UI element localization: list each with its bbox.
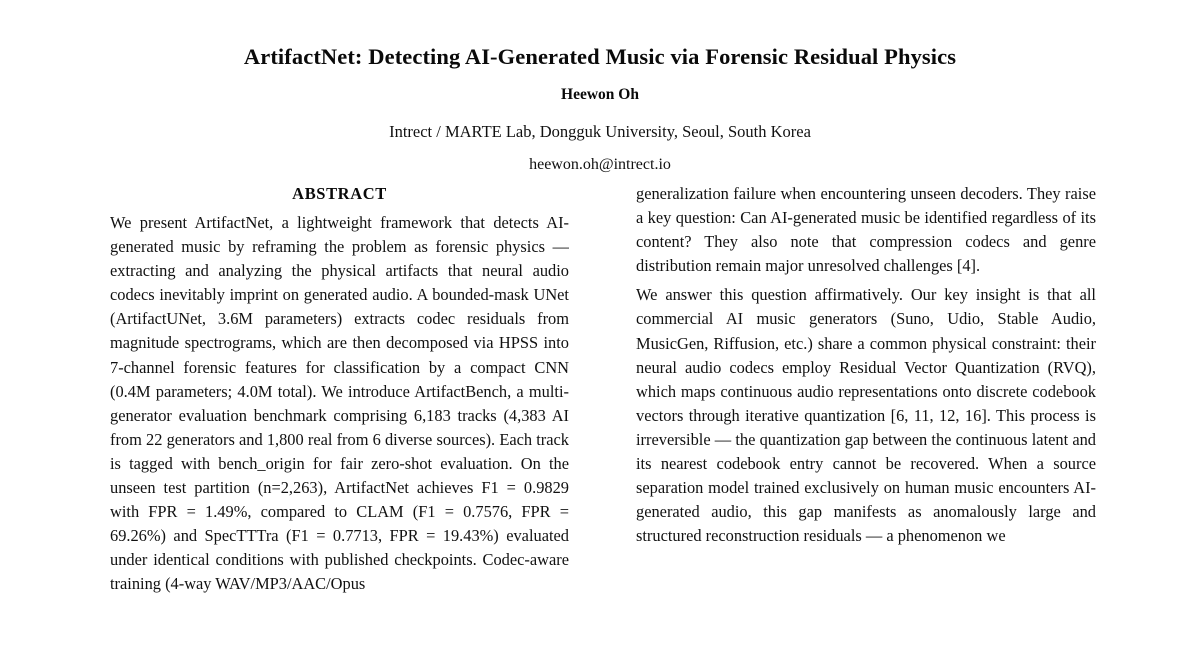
author-affiliation: Intrect / MARTE Lab, Dongguk University, Seoul, South Korea — [389, 122, 811, 142]
two-column-body — [0, 182, 1200, 648]
author-email: heewon.oh@intrect.io — [529, 155, 671, 173]
abstract-heading: ABSTRACT — [292, 184, 387, 203]
intro-paragraph-2: We answer this question affirmatively. Our key insight is that all commercial AI music generators (Suno, Udio, Stable Audio, MusicGen, Riffusion, etc.) share a common physical constraint: their neural audio codecs employ Residual Vector Quantization (RVQ), which maps continuous audio representations onto discrete codebook vectors through iterative quantization [6, 11, 12, 16]. This process is irreversible — the quantization gap between the continuous latent and its nearest codebook entry cannot be recovered. When a source separation model trained exclusively on human music encounters AI-generated audio, this gap manifests as anomalously large and structured reconstruction residuals — a phenomenon we — [636, 285, 1096, 546]
right-column — [636, 182, 1096, 648]
page-title: ArtifactNet: Detecting AI-Generated Music via Forensic Residual Physics — [243, 44, 957, 69]
paper-header — [0, 0, 1200, 174]
abstract-paragraph: We present ArtifactNet, a lightweight framework that detects AI-generated music by reframing the problem as forensic physics — extracting and analyzing the physical artifacts that neural audio codecs inevitably imprint on generated audio. A bounded-mask UNet (ArtifactUNet, 3.6M parameters) extracts codec residuals from magnitude spectrograms, which are then decomposed via HPSS into 7-channel forensic features for classification by a compact CNN (0.4M parameters; 4.0M total). We introduce ArtifactBench, a multi-generator evaluation benchmark comprising 6,183 tracks (4,383 AI from 22 generators and 1,800 real from 6 diverse sources). Each track is tagged with bench_origin for fair zero-shot evaluation. On the unseen test partition (n=2,263), ArtifactNet achieves F1 = 0.9829 with FPR = 1.49%, compared to CLAM (F1 = 0.7576, FPR = 69.26%) and SpecTTTra (F1 = 0.7713, FPR = 19.43%) evaluated under identical conditions with published checkpoints. Codec-aware training (4-way WAV/MP3/AAC/Opus — [110, 213, 569, 594]
intro-paragraph-1: generalization failure when encountering unseen decoders. They raise a key question: Can AI-generated music be identified regardless of its content? They also note that compression codecs and genre distribution remain major unresolved challenges [4]. — [636, 184, 1096, 276]
left-column — [110, 182, 569, 648]
author-name: Heewon Oh — [561, 86, 639, 104]
